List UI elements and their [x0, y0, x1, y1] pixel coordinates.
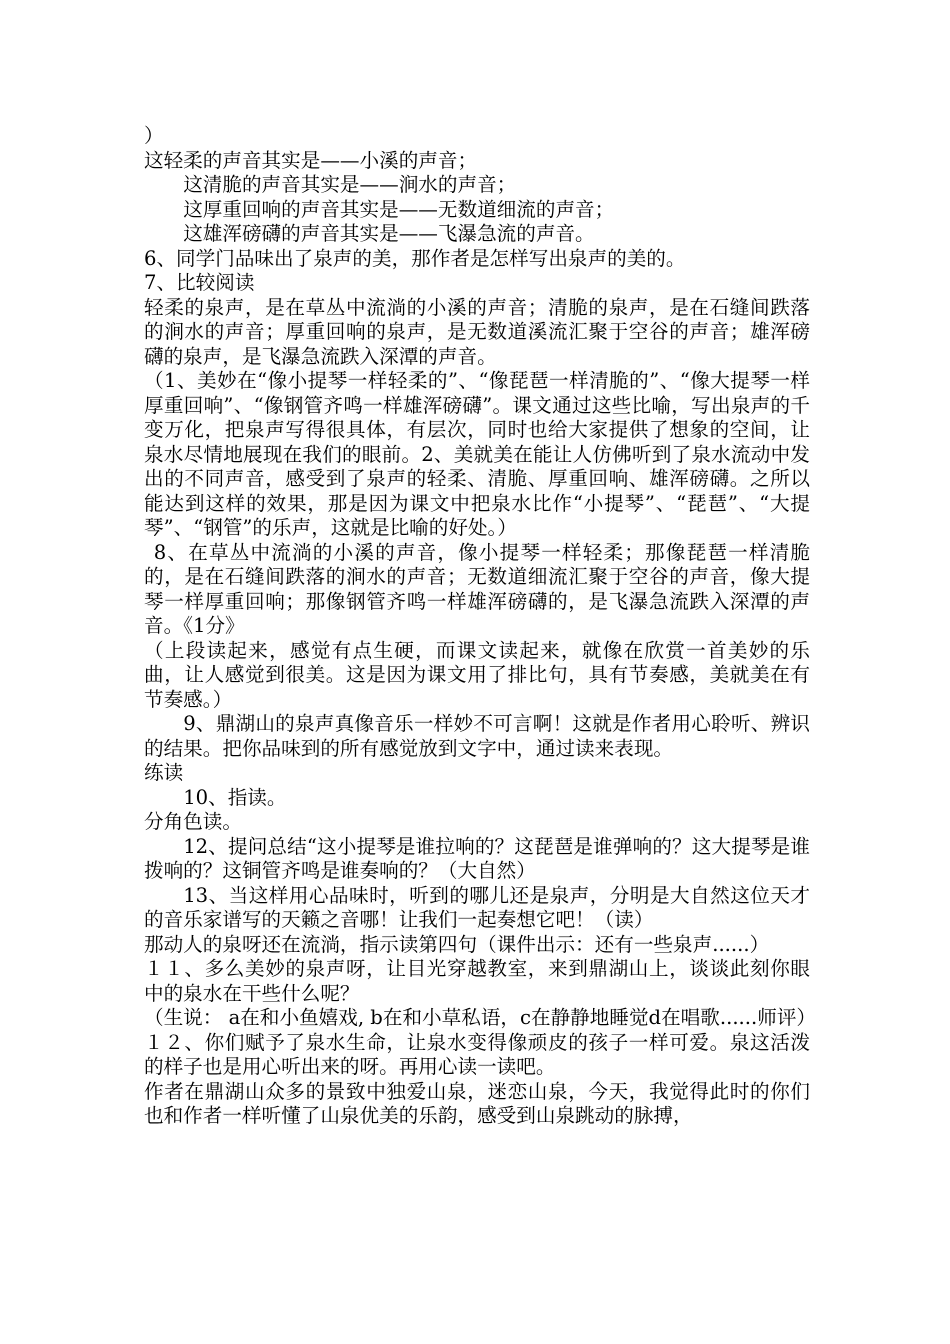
doc-paragraph: １２、你们赋予了泉水生命，让泉水变得像顽皮的孩子一样可爱。泉这活泼的样子也是用心听出来的呀。再用心读一读吧。: [144, 1030, 810, 1078]
doc-paragraph: 那动人的泉呀还在流淌，指示读第四句（课件出示：还有一些泉声......）: [144, 932, 770, 956]
doc-paragraph: （1、美妙在“像小提琴一样轻柔的”、“像琵琶一样清脆的”、“像大提琴一样厚重回响”、“像钢管齐鸣一样雄浑磅礴”。课文通过这些比喻，写出泉声的千变万化，把泉声写得很具体，有层次，同时也给大家提供了想象的空间，让泉水尽情地展现在我们的眼前。2、美就美在能让人仿佛听到了泉水流动中发出的不同声音，感受到了泉声的轻柔、清脆、厚重回响、雄浑磅礴。之所以能达到这样的效果，那是因为课文中把泉水比作“小提琴”、“琵琶”、“大提琴”、“钢管”的乐声，这就是比喻的好处。）: [144, 369, 810, 539]
doc-paragraph: 分角色读。: [144, 810, 242, 833]
doc-paragraph: 10、指读。: [183, 785, 287, 809]
doc-paragraph: 作者在鼎湖山众多的景致中独爱山泉，迷恋山泉，今天，我觉得此时的你们也和作者一样听懂了山泉优美的乐韵，感受到山泉跳动的脉搏，: [144, 1079, 810, 1127]
doc-paragraph: 轻柔的泉声，是在草丛中流淌的小溪的声音；清脆的泉声，是在石缝间跌落的涧水的声音；厚重回响的泉声，是无数道溪流汇聚于空谷的声音；雄浑磅礴的泉声，是飞瀑急流跌入深潭的声音。: [144, 295, 810, 368]
doc-paragraph: 6、同学门品味出了泉声的美，那作者是怎样写出泉声的美的。: [144, 246, 686, 270]
doc-paragraph: 8、在草丛中流淌的小溪的声音，像小提琴一样轻柔；那像琵琶一样清脆的，是在石缝间跌落的涧水的声音；无数道细流汇聚于空谷的声音，像大提琴一样厚重回响；那像钢管齐鸣一样雄浑磅礴的，是飞瀑急流跌入深潭的声音。《1分》: [144, 540, 810, 637]
doc-paragraph: ）: [144, 124, 164, 147]
doc-paragraph: 这清脆的声音其实是——涧水的声音；: [183, 173, 517, 196]
doc-paragraph: 练读: [144, 761, 184, 784]
doc-paragraph: 这厚重回响的声音其实是——无数道细流的声音；: [183, 197, 615, 221]
doc-paragraph: 这轻柔的声音其实是——小溪的声音；: [144, 148, 478, 172]
doc-paragraph: 这雄浑磅礴的声音其实是——飞瀑急流的声音。: [183, 222, 595, 245]
doc-paragraph: 13、当这样用心品味时，听到的哪儿还是泉声，分明是大自然这位天才的音乐家谱写的天籁之音哪！让我们一起奏想它吧！（读）: [144, 883, 810, 931]
doc-paragraph: 12、提问总结“这小提琴是谁拉响的？这琵琶是谁弹响的？这大提琴是谁拨响的？这铜管齐鸣是谁奏响的？（大自然）: [144, 834, 810, 882]
document-page: [144, 124, 817, 1129]
doc-paragraph: １１、多么美妙的泉声呀，让目光穿越教室，来到鼎湖山上，谈谈此刻你眼中的泉水在干些什么呢？: [144, 957, 810, 1005]
doc-paragraph: 7、比较阅读: [144, 271, 255, 294]
doc-paragraph: （上段读起来，感觉有点生硬，而课文读起来，就像在欣赏一首美妙的乐曲，让人感觉到很美。这是因为课文用了排比句，具有节奏感，美就美在有节奏感。）: [144, 638, 810, 711]
doc-paragraph: 9、鼎湖山的泉声真像音乐一样妙不可言啊！这就是作者用心聆听、辨识的结果。把你品味到的所有感觉放到文字中，通过读来表现。: [144, 712, 810, 760]
doc-paragraph: （生说： a在和小鱼嬉戏, b在和小草私语，c在静静地睡觉d在唱歌......师评）: [144, 1006, 817, 1029]
